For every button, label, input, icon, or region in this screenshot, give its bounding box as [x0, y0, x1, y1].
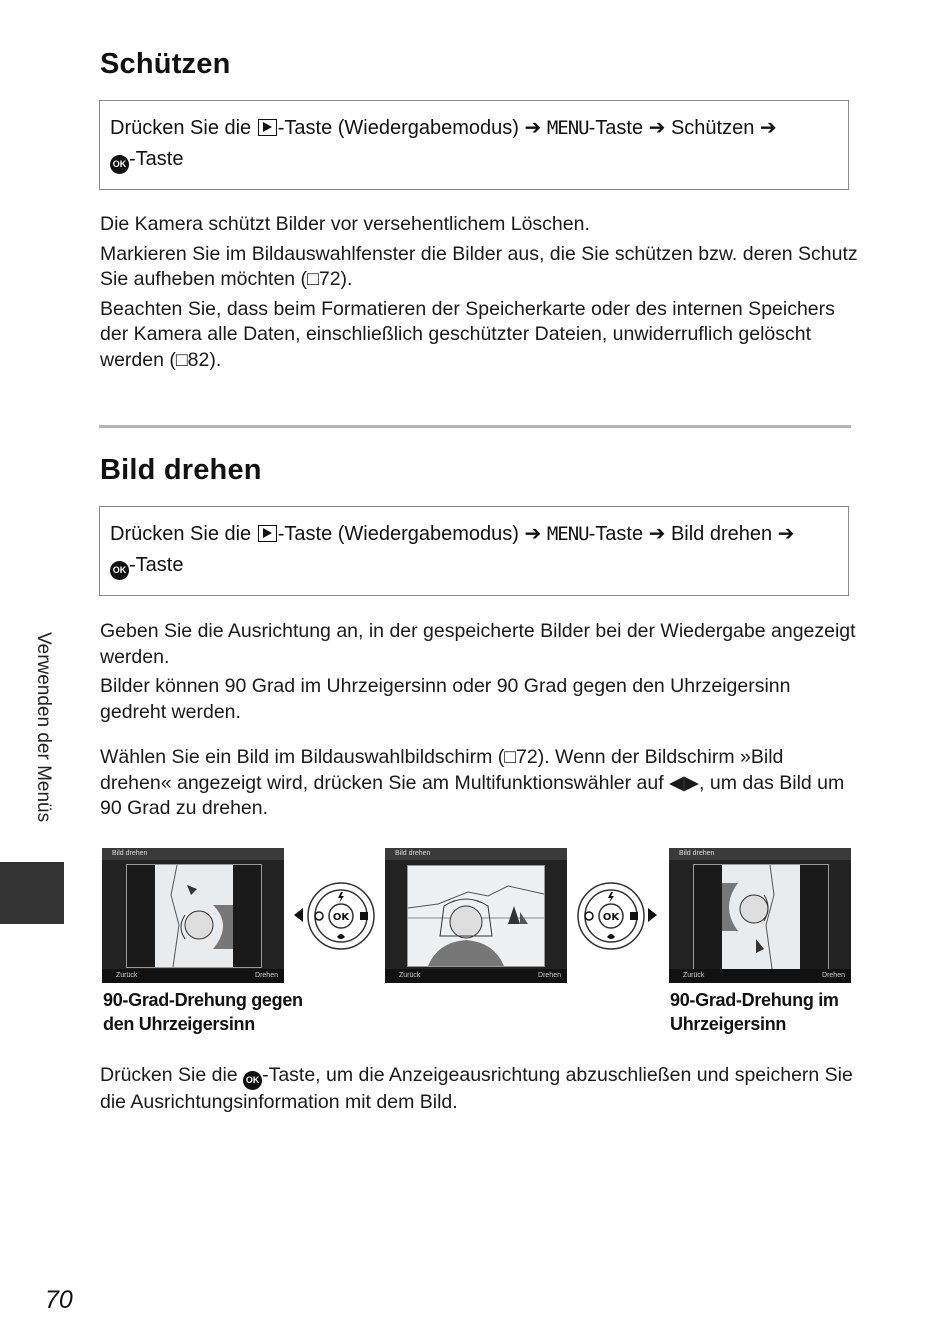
- section-divider: [99, 425, 851, 428]
- paragraph: Bilder können 90 Grad im Uhrzeigersinn oder 90 Grad gegen den Uhrzeigersinn gedreht werden.: [100, 675, 791, 723]
- caption-ccw: 90-Grad-Drehung gegen den Uhrzeigersinn: [103, 990, 303, 1034]
- ok-button-icon: OK: [110, 561, 129, 580]
- screen-footer: [669, 969, 851, 983]
- menu-button-label: MENU: [546, 523, 589, 545]
- left-arrow-icon: [294, 908, 303, 922]
- screen-footer: [102, 969, 284, 983]
- section1-body: [100, 212, 860, 373]
- nav-path-box-bild-drehen: [99, 506, 849, 596]
- book-ref-icon: □: [175, 348, 188, 371]
- chapter-side-label: [28, 632, 58, 847]
- chapter-tab-marker: [0, 862, 64, 924]
- multi-selector-icon: [306, 881, 376, 951]
- screen-title: Bild drehen: [669, 848, 851, 860]
- nav-text: Drücken Sie die: [110, 523, 257, 545]
- nav-path-box-schuetzen: [99, 100, 849, 190]
- paragraph-text: 72).: [318, 268, 353, 290]
- right-arrow-icon: [648, 908, 657, 922]
- ok-button-icon: OK: [243, 1071, 262, 1090]
- nav-text: Drücken Sie die: [110, 117, 257, 139]
- paragraph-text: Markieren Sie im Bildauswahlfenster die Bilder aus, die Sie schützen bzw. deren Schutz Sie aufheben möchten (: [100, 242, 858, 290]
- nav-text: -Taste ➔ Bild drehen ➔: [588, 523, 795, 545]
- paragraph-text: Wählen Sie ein Bild im Bildauswahlbildschirm (: [100, 746, 505, 768]
- chapter-label-text: Verwenden der Menüs: [33, 632, 54, 823]
- paragraph: [100, 297, 860, 374]
- rotate-label: Drehen: [538, 972, 561, 979]
- caption-cw: 90-Grad-Drehung im Uhrzeigersinn: [670, 990, 839, 1034]
- back-label: Zurück: [399, 972, 421, 979]
- book-ref-icon: □: [307, 268, 319, 290]
- original-photo: [407, 865, 545, 967]
- photo-portrait-rotated-icon: [127, 865, 261, 967]
- paragraph: Die Kamera schützt Bilder vor versehentlichem Löschen.: [100, 213, 590, 235]
- paragraph: [100, 242, 860, 293]
- nav-text: -Taste ➔ Schützen ➔: [588, 117, 777, 139]
- photo-portrait-rotated-icon: [694, 865, 828, 969]
- section2-body: [100, 619, 860, 822]
- paragraph-text: Drücken Sie die: [100, 1064, 244, 1086]
- rotated-photo: [693, 864, 829, 970]
- nav-text: -Taste (Wiedergabemodus) ➔: [277, 117, 547, 139]
- screen-footer: [385, 969, 567, 983]
- multi-selector-icon: [576, 881, 646, 951]
- photo-portrait-icon: [408, 866, 544, 966]
- playback-button-icon: [258, 119, 277, 136]
- ok-button-icon: OK: [110, 155, 129, 174]
- rotated-photo: [126, 864, 262, 968]
- nav-text: -Taste (Wiedergabemodus) ➔: [277, 523, 547, 545]
- rotate-label: Drehen: [822, 972, 845, 979]
- back-label: Zurück: [116, 972, 138, 979]
- nav-text: -Taste: [129, 148, 184, 170]
- ok-label: OK: [332, 912, 350, 923]
- paragraph: [100, 745, 860, 822]
- paragraph: Geben Sie die Ausrichtung an, in der gespeicherte Bilder bei der Wiedergabe angezeigt werden.: [100, 620, 856, 668]
- camera-screen-ccw: [102, 848, 284, 983]
- ok-label: OK: [602, 912, 620, 923]
- rotate-label: Drehen: [255, 972, 278, 979]
- paragraph-text: -Taste, um die Anzeigeausrichtung abzuschließen und speichern Sie die Ausrichtungsinformation mit dem Bild.: [100, 1064, 853, 1114]
- menu-button-label: MENU: [546, 117, 589, 139]
- paragraph-text: 72). Wenn der Bildschirm »Bild drehen« angezeigt wird, drücken Sie am Multifunktionswähler auf ◀▶, um das Bild um 90 Grad zu drehen.: [100, 746, 845, 819]
- book-ref-icon: □: [504, 746, 517, 768]
- screen-title: Bild drehen: [102, 848, 284, 860]
- back-label: Zurück: [683, 972, 705, 979]
- paragraph-text: 82).: [187, 348, 222, 371]
- section-title-schuetzen: Schützen: [100, 48, 231, 80]
- camera-screen-original: [385, 848, 567, 983]
- page-number: 70: [45, 1286, 73, 1314]
- playback-button-icon: [258, 525, 277, 542]
- section2-footer-paragraph: [100, 1063, 860, 1116]
- screen-title: Bild drehen: [385, 848, 567, 860]
- section-title-bild-drehen: Bild drehen: [100, 454, 262, 486]
- nav-text: -Taste: [129, 554, 184, 576]
- camera-screen-cw: [669, 848, 851, 983]
- paragraph-text: Beachten Sie, dass beim Formatieren der Speicherkarte oder des internen Speichers der Kamera alle Daten, einschließlich geschützter Dateien, unwiderruflich gelöscht werden (: [100, 297, 835, 371]
